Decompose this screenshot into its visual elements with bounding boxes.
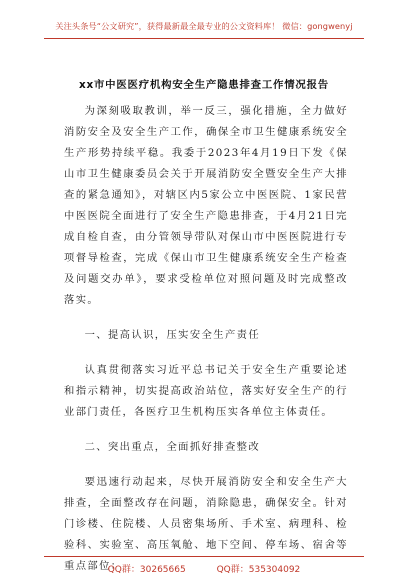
- header-notice: 关注头条号“公文研究”，获得最新最全最专业的公文资料库！ 微信：gongwenyj: [55, 21, 353, 31]
- section-heading-1: 一、提高认识，压实安全生产责任: [84, 329, 261, 341]
- footer-contacts: [0, 562, 408, 575]
- page-header: [0, 6, 408, 40]
- footer-qq-group-2: QQ群：535304092: [216, 565, 301, 575]
- paragraph-section-1: 认真贯彻落实习近平总书记关于安全生产重要论述和指示精神，切实提高政治站位，落实好安全生产的行业部门责任，各医疗卫生机构压实各单位主体责任。: [64, 364, 348, 418]
- page-footer: [0, 556, 408, 576]
- paragraph-section-2: 要迅速行动起来，尽快开展消防安全和安全生产大排查，全面整改存在问题，消除隐患，确保安全。针对门诊楼、住院楼、人员密集场所、手术室、病理科、检验科、实验室、高压氧舱、地下空间、停车场、宿舍等重点部位：: [64, 476, 348, 572]
- document-body: [64, 101, 348, 577]
- paragraph-intro: 为深刻吸取教训，举一反三，强化措施，全力做好消防安全及安全生产工作，确保全市卫生健康系统安全生产形势持续平稳。我委于2023年4月19日下发《保山市卫生健康委员会关于开展消防安全暨安全生产大排查的紧急通知》，对辖区内5家公立中医医院、1家民营中医医院全面进行了安全生产隐患排查，于4月21日完成自检自查，由分管领导带队对保山市中医医院进行专项督导检查，完成《保山市卫生健康系统安全生产检查及问题交办单》，要求受检单位对照问题及时完成整改落实。: [64, 105, 348, 306]
- header-divider: [44, 38, 364, 39]
- footer-qq-group-1: QQ群：30265665: [107, 565, 186, 575]
- document-title: xx市中医医疗机构安全生产隐患排查工作情况报告: [78, 79, 329, 91]
- footer-divider: [44, 556, 364, 557]
- section-heading-2: 二、突出重点，全面抓好排查整改: [84, 441, 261, 453]
